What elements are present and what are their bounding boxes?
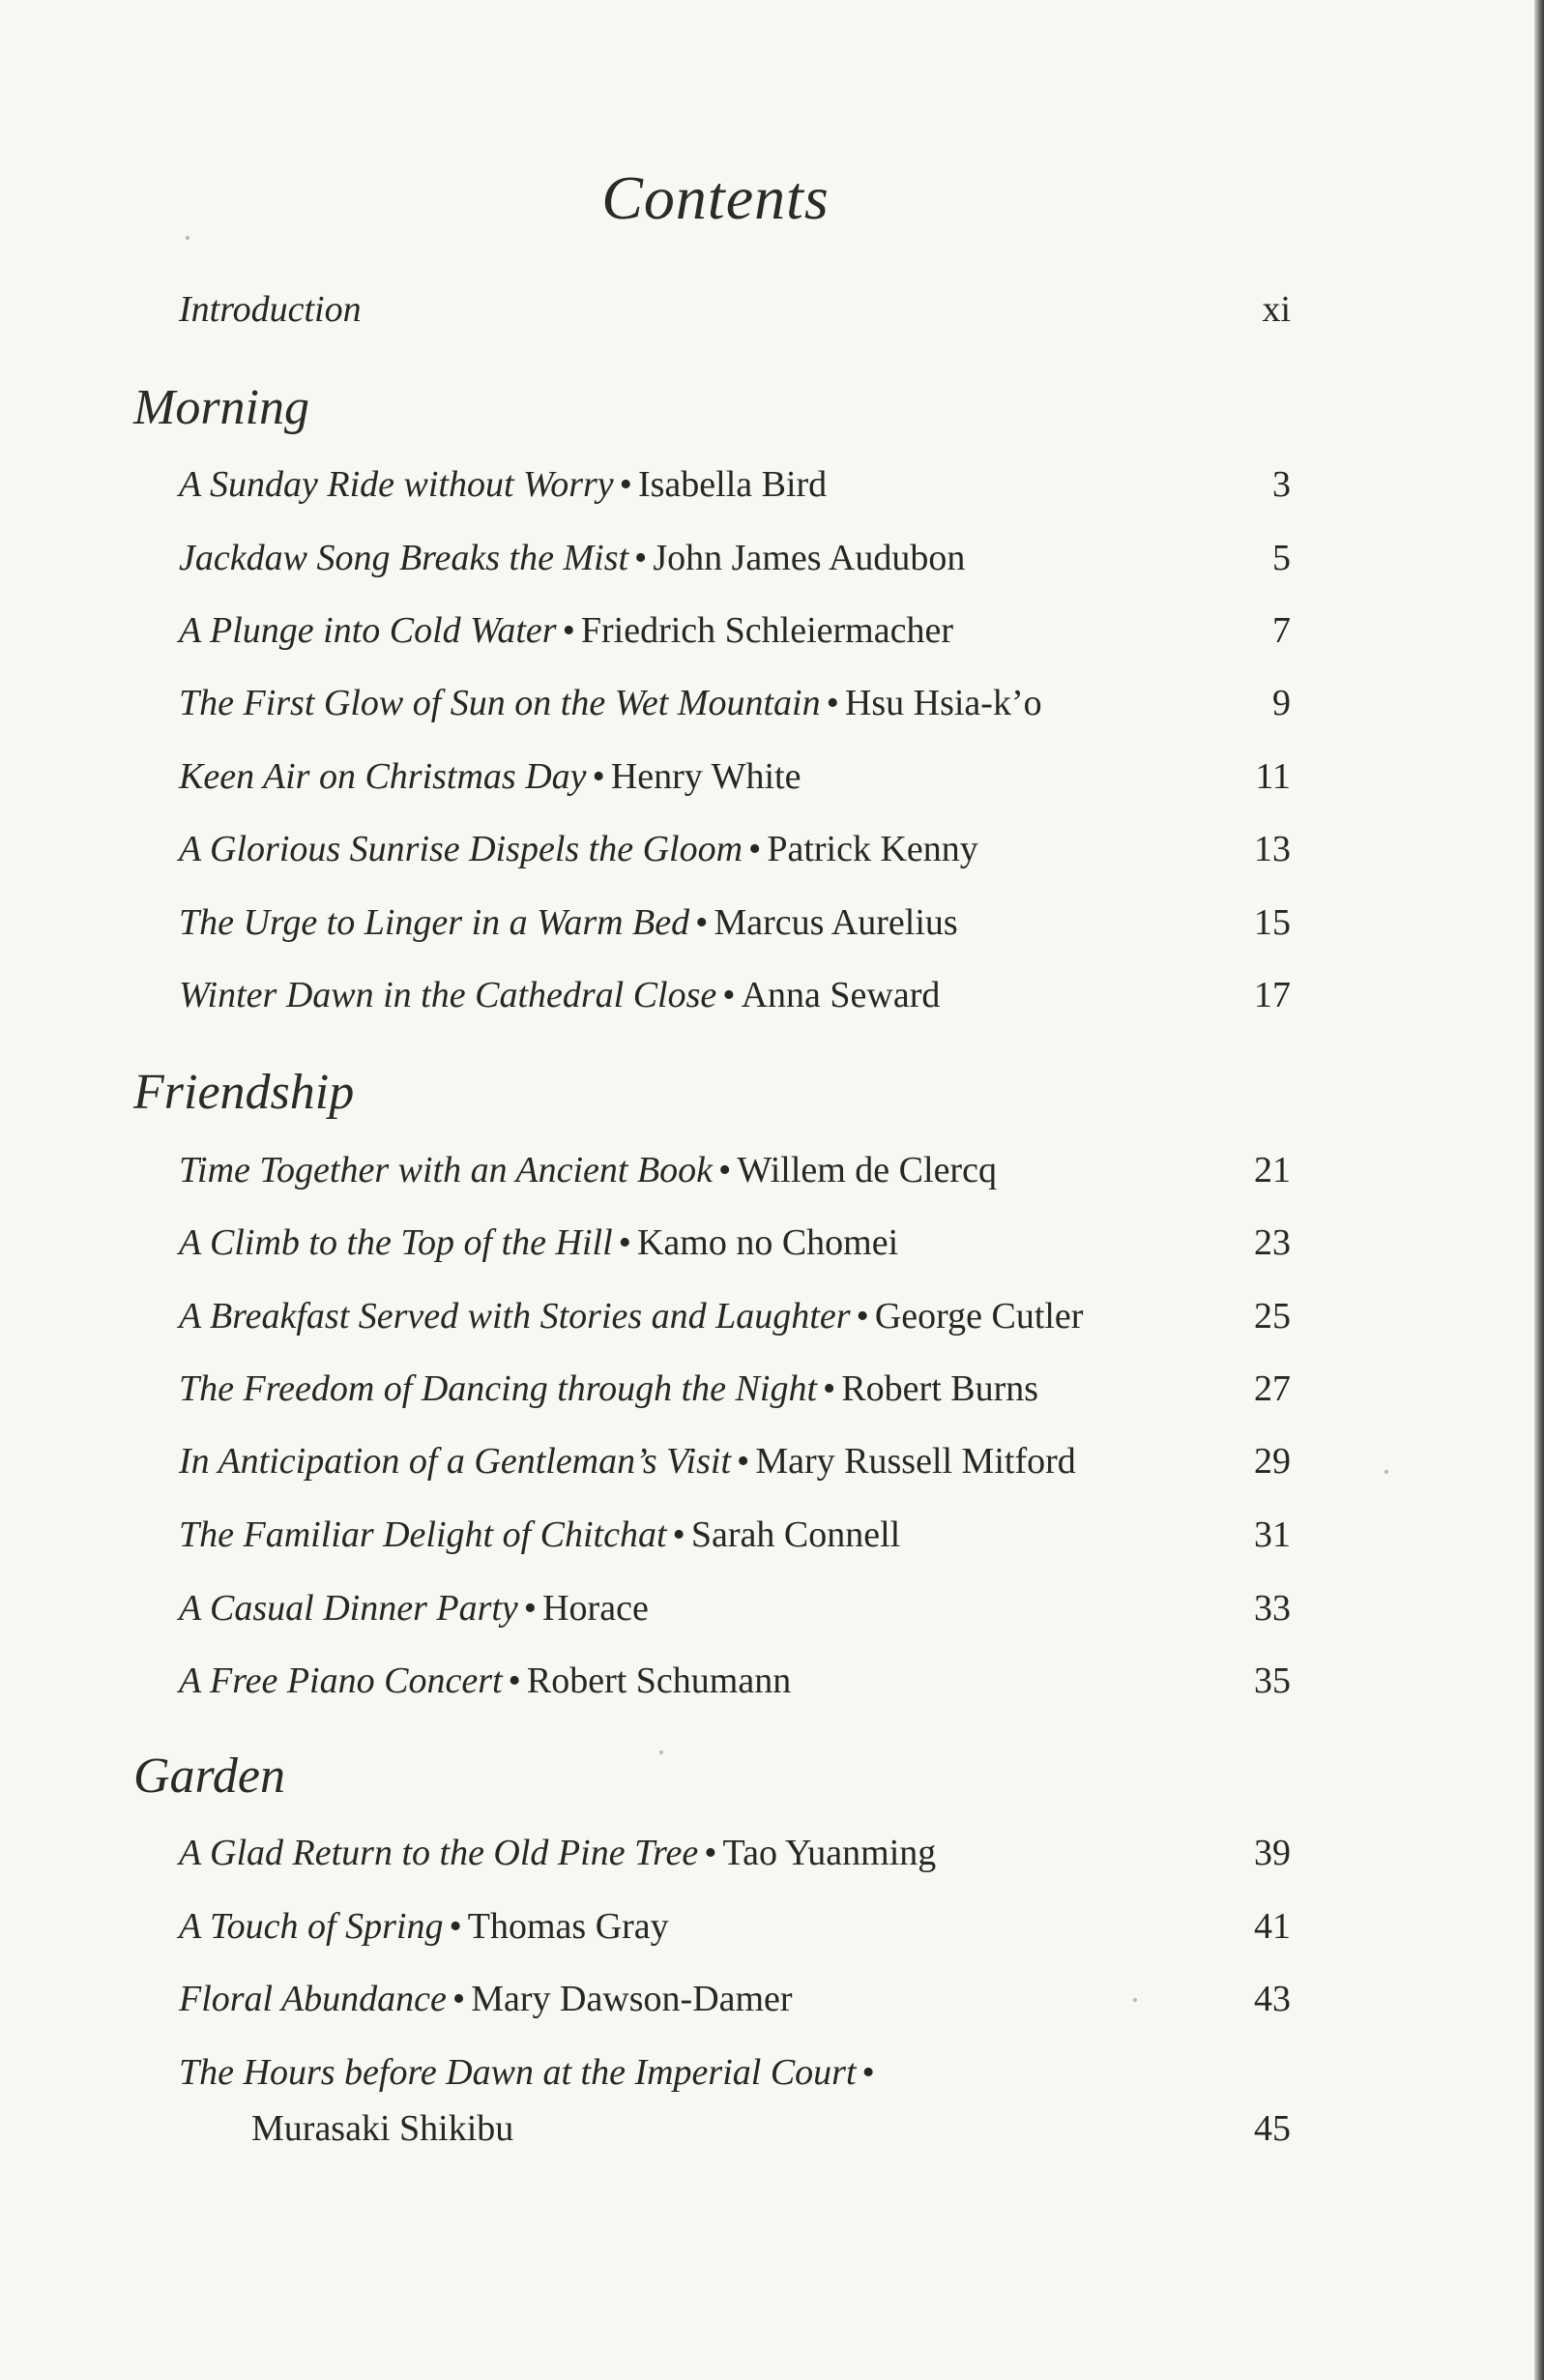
toc-entry[interactable] bbox=[179, 973, 1291, 1017]
entry-title: Jackdaw Song Breaks the Mist bbox=[179, 538, 629, 578]
toc-entry[interactable] bbox=[179, 1513, 1291, 1557]
entry-title: In Anticipation of a Gentleman’s Visit bbox=[179, 1441, 732, 1482]
entry-author: Isabella Bird bbox=[637, 464, 828, 505]
toc-entry[interactable] bbox=[179, 1148, 1291, 1192]
toc-entry[interactable] bbox=[179, 1366, 1291, 1411]
entry-page-number: 33 bbox=[1254, 1588, 1291, 1629]
entry-author: Robert Schumann bbox=[526, 1660, 792, 1701]
separator-dot: • bbox=[449, 1906, 462, 1947]
entry-author: Marcus Aurelius bbox=[714, 902, 958, 943]
toc-entry[interactable] bbox=[179, 1904, 1291, 1949]
paper-speck bbox=[186, 236, 189, 240]
section-heading-garden: Garden bbox=[133, 1748, 285, 1804]
toc-entry[interactable] bbox=[179, 1439, 1291, 1484]
entry-author: Sarah Connell bbox=[690, 1514, 901, 1555]
entry-author: Horace bbox=[542, 1588, 649, 1629]
entry-author: John James Audubon bbox=[653, 538, 966, 578]
toc-entry-introduction[interactable] bbox=[179, 287, 1291, 332]
separator-dot: • bbox=[748, 829, 762, 869]
separator-dot: • bbox=[695, 902, 709, 943]
separator-dot: • bbox=[618, 1222, 631, 1263]
entry-author: Henry White bbox=[610, 756, 801, 797]
toc-entry[interactable] bbox=[179, 608, 1291, 653]
toc-entry[interactable] bbox=[179, 681, 1291, 725]
separator-dot: • bbox=[592, 756, 605, 797]
entry-author: Thomas Gray bbox=[467, 1906, 669, 1947]
entry-page-number: 9 bbox=[1272, 683, 1291, 723]
entry-author: Mary Russell Mitford bbox=[755, 1441, 1076, 1482]
separator-dot: • bbox=[508, 1660, 521, 1701]
entry-page-number: 39 bbox=[1254, 1833, 1291, 1873]
entry-author: Patrick Kenny bbox=[767, 829, 978, 869]
toc-entry[interactable] bbox=[179, 1831, 1291, 1875]
separator-dot: • bbox=[861, 2052, 875, 2093]
entry-title: A Sunday Ride without Worry bbox=[179, 464, 614, 505]
entry-title: Keen Air on Christmas Day bbox=[179, 756, 587, 797]
toc-entry[interactable] bbox=[179, 1977, 1291, 2021]
toc-entry[interactable] bbox=[179, 1659, 1291, 1703]
entry-author: Hsu Hsia-k’o bbox=[844, 683, 1042, 723]
entry-title: A Casual Dinner Party bbox=[179, 1588, 518, 1629]
entry-title: A Free Piano Concert bbox=[179, 1660, 503, 1701]
entry-page-number: 31 bbox=[1254, 1514, 1291, 1555]
entry-page-number: 23 bbox=[1254, 1222, 1291, 1263]
entry-page-number: 17 bbox=[1254, 975, 1291, 1015]
entry-page-number: 3 bbox=[1272, 464, 1291, 505]
toc-entry[interactable] bbox=[179, 827, 1291, 871]
entry-title: A Touch of Spring bbox=[179, 1906, 444, 1947]
entry-page-number: 25 bbox=[1254, 1296, 1291, 1337]
toc-entry[interactable] bbox=[179, 462, 1291, 507]
toc-entry[interactable] bbox=[179, 754, 1291, 799]
paper-speck bbox=[659, 1750, 663, 1754]
separator-dot: • bbox=[737, 1441, 750, 1482]
entry-title: A Climb to the Top of the Hill bbox=[179, 1222, 613, 1263]
separator-dot: • bbox=[523, 1588, 538, 1629]
separator-dot: • bbox=[826, 683, 839, 723]
section-heading-friendship: Friendship bbox=[133, 1065, 355, 1120]
entry-author: Robert Burns bbox=[841, 1368, 1039, 1409]
entry-author: Tao Yuanming bbox=[722, 1833, 937, 1873]
entry-title: A Glad Return to the Old Pine Tree bbox=[179, 1833, 699, 1873]
entry-page-number: 43 bbox=[1254, 1979, 1291, 2019]
entry-page-number: 7 bbox=[1272, 610, 1291, 651]
toc-entry[interactable] bbox=[179, 900, 1291, 945]
entry-author: Mary Dawson-Damer bbox=[471, 1979, 793, 2019]
entry-page-number: 5 bbox=[1272, 538, 1291, 578]
entry-title: A Breakfast Served with Stories and Laughter bbox=[179, 1296, 851, 1337]
entry-page-number: 21 bbox=[1254, 1150, 1291, 1190]
toc-entry[interactable] bbox=[179, 1220, 1291, 1265]
entry-page-number: xi bbox=[1262, 289, 1291, 330]
toc-entry[interactable] bbox=[179, 1294, 1291, 1338]
page-edge-shadow bbox=[1534, 0, 1544, 2380]
entry-author: Kamo no Chomei bbox=[636, 1222, 899, 1263]
separator-dot: • bbox=[562, 610, 575, 651]
toc-entry[interactable] bbox=[179, 1586, 1291, 1631]
entry-author: Willem de Clercq bbox=[737, 1150, 997, 1190]
toc-entry[interactable] bbox=[179, 536, 1291, 580]
entry-title: Time Together with an Ancient Book bbox=[179, 1150, 714, 1190]
entry-page-number: 27 bbox=[1254, 1368, 1291, 1409]
separator-dot: • bbox=[452, 1979, 466, 2019]
entry-title: The Familiar Delight of Chitchat bbox=[179, 1514, 667, 1555]
entry-title: Floral Abundance bbox=[179, 1979, 447, 2019]
separator-dot: • bbox=[704, 1833, 717, 1873]
entry-page-number: 13 bbox=[1254, 829, 1291, 869]
entry-author: Friedrich Schleiermacher bbox=[580, 610, 953, 651]
separator-dot: • bbox=[619, 464, 632, 505]
section-heading-morning: Morning bbox=[133, 380, 309, 435]
entry-title: The Urge to Linger in a Warm Bed bbox=[179, 902, 690, 943]
entry-page-number: 41 bbox=[1254, 1906, 1291, 1947]
entry-author: George Cutler bbox=[874, 1296, 1084, 1337]
entry-page-number: 11 bbox=[1255, 756, 1291, 797]
entry-page-number: 15 bbox=[1254, 902, 1291, 943]
entry-page-number: 45 bbox=[1254, 2108, 1291, 2149]
separator-dot: • bbox=[823, 1368, 836, 1409]
entry-title: The Freedom of Dancing through the Night bbox=[179, 1368, 818, 1409]
entry-page-number: 35 bbox=[1254, 1660, 1291, 1701]
separator-dot: • bbox=[856, 1296, 869, 1337]
entry-title: A Plunge into Cold Water bbox=[179, 610, 557, 651]
entry-title: Winter Dawn in the Cathedral Close bbox=[179, 975, 717, 1015]
entry-author: Anna Seward bbox=[741, 975, 941, 1015]
separator-dot: • bbox=[672, 1514, 685, 1555]
toc-entry[interactable] bbox=[179, 2050, 1291, 2149]
separator-dot: • bbox=[718, 1150, 732, 1190]
entry-author: Murasaki Shikibu bbox=[251, 2108, 514, 2149]
separator-dot: • bbox=[634, 538, 648, 578]
entry-title: The Hours before Dawn at the Imperial Court bbox=[179, 2052, 857, 2093]
paper-speck bbox=[1384, 1470, 1388, 1474]
entry-title: Introduction bbox=[179, 289, 362, 330]
contents-heading: Contents bbox=[601, 163, 830, 232]
separator-dot: • bbox=[722, 975, 736, 1015]
entry-title: The First Glow of Sun on the Wet Mountain bbox=[179, 683, 821, 723]
entry-title: A Glorious Sunrise Dispels the Gloom bbox=[179, 829, 743, 869]
entry-page-number: 29 bbox=[1254, 1441, 1291, 1482]
